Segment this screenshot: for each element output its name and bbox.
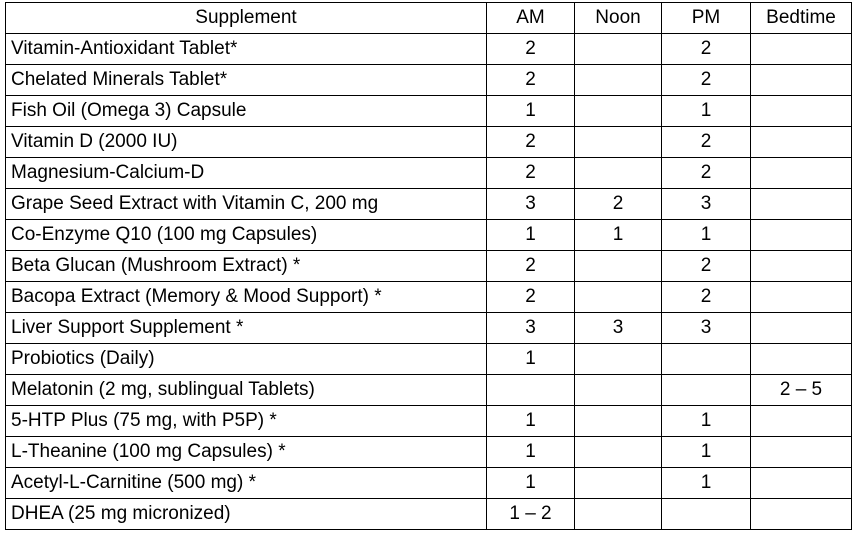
bedtime-dose-cell	[751, 34, 852, 65]
am-dose-cell: 2	[487, 158, 575, 189]
bedtime-dose-cell	[751, 158, 852, 189]
supplement-name-cell: Acetyl-L-Carnitine (500 mg) *	[6, 468, 487, 499]
pm-dose-cell: 2	[662, 251, 751, 282]
bedtime-dose-cell	[751, 344, 852, 375]
supplement-name-cell: Chelated Minerals Tablet*	[6, 65, 487, 96]
table-row	[6, 313, 852, 344]
am-dose-cell: 3	[487, 313, 575, 344]
table-body	[6, 34, 852, 530]
pm-dose-cell: 2	[662, 282, 751, 313]
table-row	[6, 437, 852, 468]
bedtime-dose-cell	[751, 220, 852, 251]
supplement-name-cell: Liver Support Supplement *	[6, 313, 487, 344]
am-dose-cell: 1	[487, 220, 575, 251]
noon-dose-cell	[575, 96, 662, 127]
table-row	[6, 282, 852, 313]
bedtime-dose-cell	[751, 437, 852, 468]
header-noon: Noon	[575, 3, 662, 34]
bedtime-dose-cell	[751, 189, 852, 220]
am-dose-cell: 1	[487, 344, 575, 375]
noon-dose-cell	[575, 251, 662, 282]
supplement-name-cell: Beta Glucan (Mushroom Extract) *	[6, 251, 487, 282]
pm-dose-cell: 1	[662, 468, 751, 499]
noon-dose-cell	[575, 127, 662, 158]
am-dose-cell: 3	[487, 189, 575, 220]
am-dose-cell: 2	[487, 251, 575, 282]
header-supplement: Supplement	[6, 3, 487, 34]
am-dose-cell: 2	[487, 127, 575, 158]
am-dose-cell	[487, 375, 575, 406]
am-dose-cell: 1	[487, 437, 575, 468]
table-row	[6, 375, 852, 406]
table-row	[6, 127, 852, 158]
bedtime-dose-cell: 2 – 5	[751, 375, 852, 406]
bedtime-dose-cell	[751, 406, 852, 437]
table-row	[6, 158, 852, 189]
pm-dose-cell	[662, 344, 751, 375]
table-row	[6, 251, 852, 282]
supplement-name-cell: Vitamin-Antioxidant Tablet*	[6, 34, 487, 65]
supplement-name-cell: Grape Seed Extract with Vitamin C, 200 mg	[6, 189, 487, 220]
noon-dose-cell	[575, 406, 662, 437]
table-row	[6, 220, 852, 251]
supplement-schedule-table	[5, 2, 852, 530]
bedtime-dose-cell	[751, 127, 852, 158]
pm-dose-cell: 2	[662, 158, 751, 189]
pm-dose-cell: 3	[662, 189, 751, 220]
supplement-name-cell: 5-HTP Plus (75 mg, with P5P) *	[6, 406, 487, 437]
table-row	[6, 344, 852, 375]
noon-dose-cell	[575, 499, 662, 530]
supplement-name-cell: DHEA (25 mg micronized)	[6, 499, 487, 530]
pm-dose-cell	[662, 499, 751, 530]
table-row	[6, 499, 852, 530]
supplement-name-cell: Vitamin D (2000 IU)	[6, 127, 487, 158]
supplement-name-cell: Melatonin (2 mg, sublingual Tablets)	[6, 375, 487, 406]
table-row	[6, 34, 852, 65]
noon-dose-cell: 1	[575, 220, 662, 251]
table-row	[6, 65, 852, 96]
am-dose-cell: 1	[487, 96, 575, 127]
supplement-name-cell: Co-Enzyme Q10 (100 mg Capsules)	[6, 220, 487, 251]
table-row	[6, 468, 852, 499]
pm-dose-cell: 1	[662, 220, 751, 251]
pm-dose-cell: 1	[662, 437, 751, 468]
noon-dose-cell: 3	[575, 313, 662, 344]
am-dose-cell: 2	[487, 65, 575, 96]
table-row	[6, 406, 852, 437]
pm-dose-cell: 2	[662, 34, 751, 65]
noon-dose-cell	[575, 375, 662, 406]
supplement-name-cell: L-Theanine (100 mg Capsules) *	[6, 437, 487, 468]
pm-dose-cell: 1	[662, 406, 751, 437]
pm-dose-cell: 3	[662, 313, 751, 344]
header-pm: PM	[662, 3, 751, 34]
noon-dose-cell	[575, 158, 662, 189]
pm-dose-cell: 2	[662, 127, 751, 158]
bedtime-dose-cell	[751, 468, 852, 499]
supplement-name-cell: Probiotics (Daily)	[6, 344, 487, 375]
noon-dose-cell	[575, 282, 662, 313]
noon-dose-cell	[575, 437, 662, 468]
pm-dose-cell: 1	[662, 96, 751, 127]
am-dose-cell: 2	[487, 282, 575, 313]
am-dose-cell: 2	[487, 34, 575, 65]
header-am: AM	[487, 3, 575, 34]
bedtime-dose-cell	[751, 282, 852, 313]
header-bedtime: Bedtime	[751, 3, 852, 34]
bedtime-dose-cell	[751, 499, 852, 530]
pm-dose-cell	[662, 375, 751, 406]
pm-dose-cell: 2	[662, 65, 751, 96]
header-row	[6, 3, 852, 34]
am-dose-cell: 1 – 2	[487, 499, 575, 530]
am-dose-cell: 1	[487, 406, 575, 437]
am-dose-cell: 1	[487, 468, 575, 499]
bedtime-dose-cell	[751, 313, 852, 344]
supplement-name-cell: Magnesium-Calcium-D	[6, 158, 487, 189]
table-row	[6, 189, 852, 220]
bedtime-dose-cell	[751, 65, 852, 96]
noon-dose-cell: 2	[575, 189, 662, 220]
noon-dose-cell	[575, 34, 662, 65]
noon-dose-cell	[575, 344, 662, 375]
bedtime-dose-cell	[751, 96, 852, 127]
supplement-name-cell: Fish Oil (Omega 3) Capsule	[6, 96, 487, 127]
supplement-name-cell: Bacopa Extract (Memory & Mood Support) *	[6, 282, 487, 313]
noon-dose-cell	[575, 468, 662, 499]
table-row	[6, 96, 852, 127]
bedtime-dose-cell	[751, 251, 852, 282]
noon-dose-cell	[575, 65, 662, 96]
